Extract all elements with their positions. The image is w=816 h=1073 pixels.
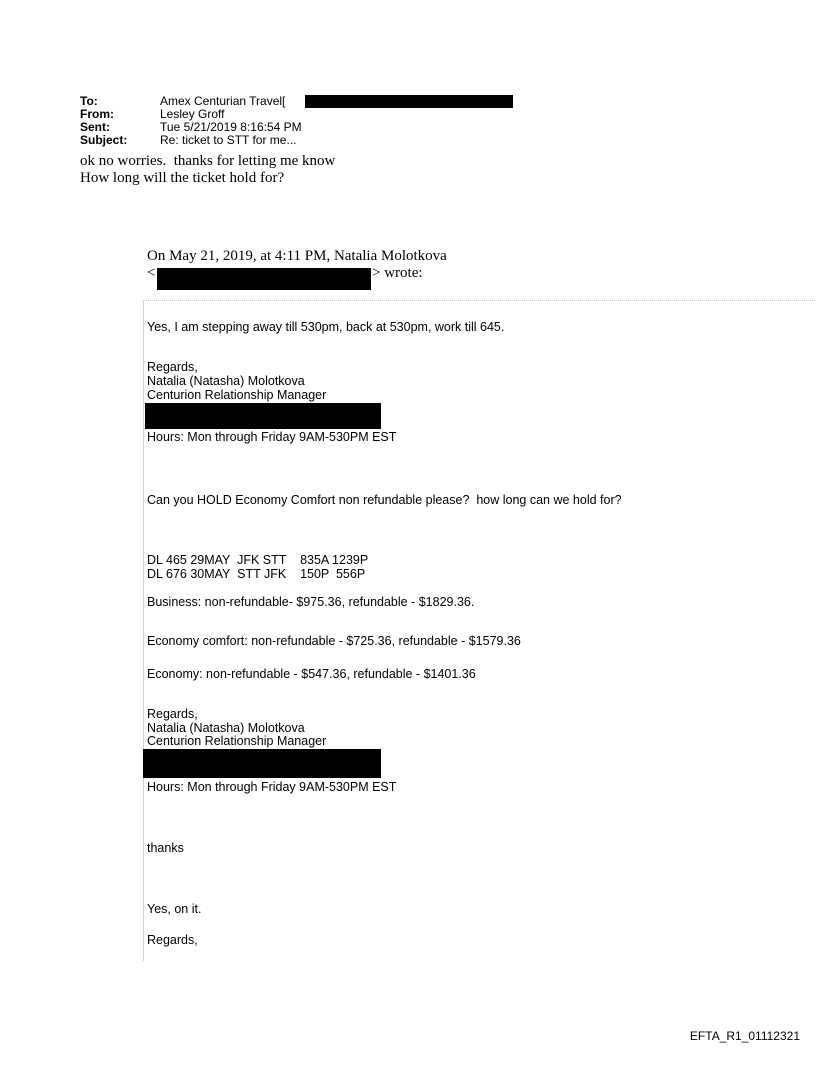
quote-wrote: > wrote: xyxy=(372,265,423,281)
reply-line: ok no worries. thanks for letting me know xyxy=(80,153,336,169)
quote-lt: < xyxy=(147,265,156,281)
signature-regards: Regards, xyxy=(147,707,198,721)
flight-line: DL 465 29MAY JFK STT 835A 1239P xyxy=(147,553,369,567)
to-label: To: xyxy=(80,94,98,108)
signature-hours: Hours: Mon through Friday 9AM-530PM EST xyxy=(147,780,397,794)
signature-title: Centurion Relationship Manager xyxy=(147,734,327,748)
redaction xyxy=(145,403,381,429)
fare-line: Economy comfort: non-refundable - $725.36, refundable - $1579.36 xyxy=(147,634,521,648)
quoted-text: Can you HOLD Economy Comfort non refundable please? how long can we hold for? xyxy=(147,493,622,507)
signature-name: Natalia (Natasha) Molotkova xyxy=(147,721,305,735)
from-value: Lesley Groff xyxy=(160,107,225,121)
to-value: Amex Centurian Travel[ xyxy=(160,94,286,108)
signature-title: Centurion Relationship Manager xyxy=(147,388,327,402)
subject-value: Re: ticket to STT for me... xyxy=(160,133,297,147)
flight-line: DL 676 30MAY STT JFK 150P 556P xyxy=(147,567,366,581)
signature-regards: Regards, xyxy=(147,360,198,374)
quote-intro: On May 21, 2019, at 4:11 PM, Natalia Molotkova xyxy=(147,248,447,264)
signature-name: Natalia (Natasha) Molotkova xyxy=(147,374,305,388)
sent-value: Tue 5/21/2019 8:16:54 PM xyxy=(160,120,302,134)
sent-label: Sent: xyxy=(80,120,110,134)
from-label: From: xyxy=(80,107,114,121)
redaction xyxy=(157,268,371,290)
quoted-text: Yes, on it. xyxy=(147,902,202,916)
signature-hours: Hours: Mon through Friday 9AM-530PM EST xyxy=(147,430,397,444)
document-id: EFTA_R1_01112321 xyxy=(689,1029,800,1043)
fare-line: Economy: non-refundable - $547.36, refundable - $1401.36 xyxy=(147,667,476,681)
subject-label: Subject: xyxy=(80,133,128,147)
redaction xyxy=(143,749,381,778)
reply-line: How long will the ticket hold for? xyxy=(80,170,285,186)
fare-line: Business: non-refundable- $975.36, refundable - $1829.36. xyxy=(147,595,475,609)
redaction xyxy=(305,95,513,108)
quoted-text: thanks xyxy=(147,841,184,855)
quoted-text: Yes, I am stepping away till 530pm, back at 530pm, work till 645. xyxy=(147,320,505,334)
quoted-text: Regards, xyxy=(147,933,198,947)
